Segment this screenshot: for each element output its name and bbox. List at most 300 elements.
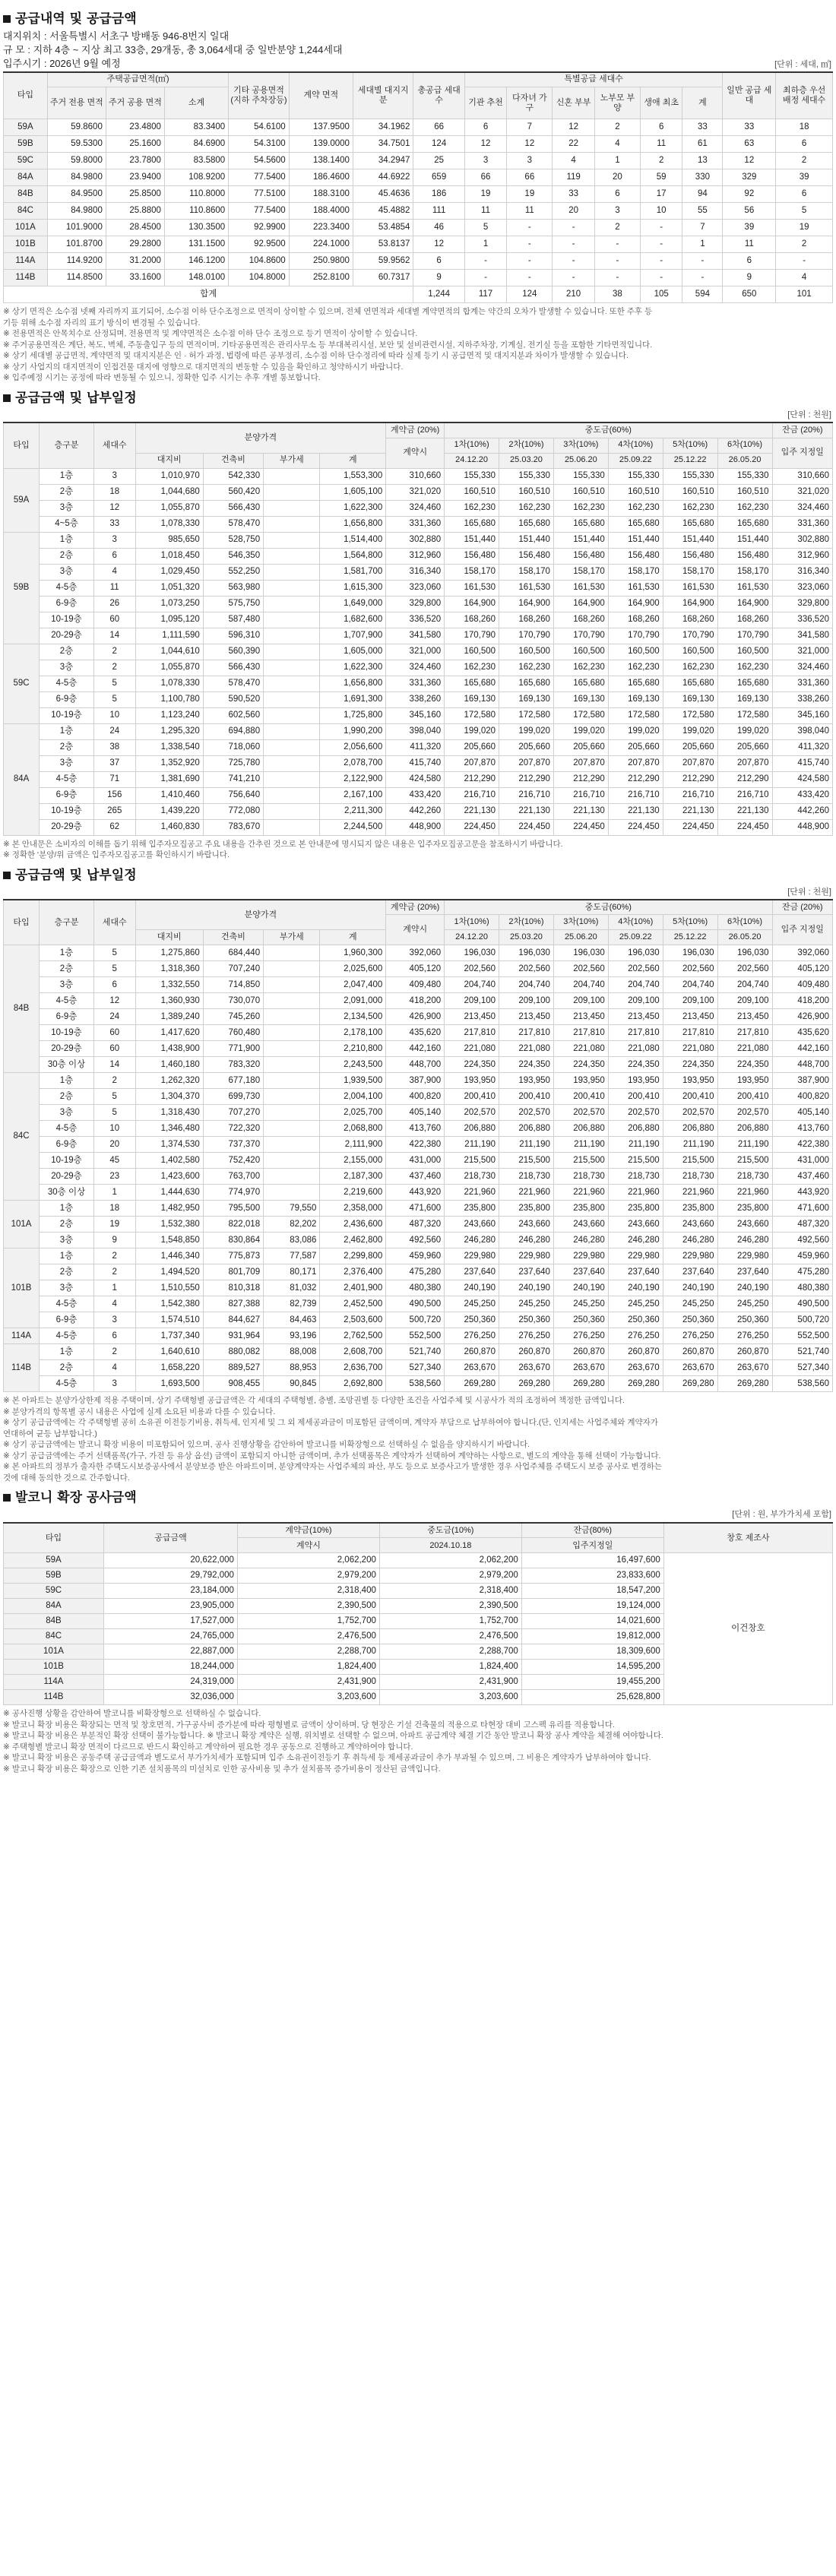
table-cell: 205,660	[553, 739, 608, 755]
table-cell: 2,047,400	[320, 977, 386, 993]
table-cell: 405,120	[772, 961, 832, 977]
col-balance: 잔금(80%)	[521, 1523, 663, 1538]
table-cell: 218,730	[717, 1169, 772, 1185]
table-cell: 2,091,000	[320, 993, 386, 1009]
table-cell: 312,960	[772, 548, 832, 564]
table-cell: 263,670	[663, 1360, 717, 1376]
table-cell: 3	[464, 153, 506, 169]
table-cell: 1,044,610	[135, 644, 203, 660]
project-info	[3, 30, 833, 71]
table-cell: 209,100	[499, 993, 554, 1009]
table-cell: 207,870	[663, 755, 717, 771]
col-middle-m4: 4차(10%)	[608, 438, 663, 453]
price-notes-2	[3, 1395, 833, 1483]
table-row	[4, 484, 833, 500]
table-cell: 336,520	[772, 612, 832, 628]
table-cell: 240,190	[445, 1280, 499, 1296]
table-cell: 202,560	[663, 961, 717, 977]
table-cell: 1,656,800	[320, 516, 386, 532]
table-cell: 23.4800	[106, 119, 164, 136]
table-cell: 12	[464, 136, 506, 153]
table-cell: 2,210,800	[320, 1041, 386, 1057]
table-cell: 2	[776, 153, 833, 169]
table-cell: 312,960	[386, 548, 445, 564]
table-cell: 2,979,200	[379, 1568, 521, 1584]
table-cell: 131.1500	[164, 236, 228, 253]
table-cell: 1	[594, 153, 640, 169]
table-cell	[264, 771, 320, 787]
col-type: 타입	[4, 900, 40, 945]
table-cell: 212,290	[553, 771, 608, 787]
table-cell: 45.4882	[353, 203, 413, 220]
table-cell: 14	[93, 1057, 135, 1073]
table-cell: 424,580	[772, 771, 832, 787]
square-bullet-icon	[3, 394, 11, 402]
table-cell: 448,900	[772, 819, 832, 835]
table-cell: 2,358,000	[320, 1201, 386, 1217]
table-cell: 165,680	[499, 516, 554, 532]
table-cell: 5	[776, 203, 833, 220]
table-cell: 221,080	[717, 1041, 772, 1057]
table-cell: 240,190	[608, 1280, 663, 1296]
table-cell: 1	[464, 236, 506, 253]
table-cell: 23.7800	[106, 153, 164, 169]
table-cell: 18	[93, 1201, 135, 1217]
table-cell: 2,025,700	[320, 1105, 386, 1121]
table-cell: 196,030	[608, 945, 663, 961]
table-cell: 492,560	[772, 1233, 832, 1248]
table-cell: 6	[93, 548, 135, 564]
table-cell: 218,730	[608, 1169, 663, 1185]
table-cell: 1,707,900	[320, 628, 386, 644]
col-middle-sub: 2024.10.18	[379, 1538, 521, 1553]
section-title-text: 발코니 확장 공사금액	[15, 1490, 137, 1506]
table-row	[4, 1280, 833, 1296]
table-cell: 162,230	[663, 500, 717, 516]
table-cell: 84,463	[264, 1312, 320, 1328]
floor-cell: 4-5층	[40, 1376, 94, 1392]
table-cell: 269,280	[445, 1376, 499, 1392]
col-building: 건축비	[203, 453, 263, 468]
table-cell: 563,980	[203, 580, 263, 596]
table-cell: 130.3500	[164, 220, 228, 236]
table-cell: 200,410	[717, 1089, 772, 1105]
table-cell: 459,960	[772, 1248, 832, 1264]
table-cell: 45	[93, 1153, 135, 1169]
table-cell: 168,260	[499, 612, 554, 628]
table-cell: 205,660	[499, 739, 554, 755]
table-cell: 221,960	[717, 1185, 772, 1201]
table-cell: 1,494,520	[135, 1264, 203, 1280]
table-cell: 204,740	[663, 977, 717, 993]
table-cell: 61	[682, 136, 723, 153]
table-cell: 392,060	[772, 945, 832, 961]
table-cell: 3,203,600	[379, 1690, 521, 1705]
col-middle-m2: 2차(10%)	[499, 438, 554, 453]
table-cell: 336,520	[386, 612, 445, 628]
table-cell: -	[594, 236, 640, 253]
table-cell: 1,658,220	[135, 1360, 203, 1376]
table-cell: 164,900	[499, 596, 554, 612]
table-cell: 392,060	[386, 945, 445, 961]
table-cell: 245,250	[445, 1296, 499, 1312]
table-cell: 216,710	[553, 787, 608, 803]
table-cell: 1,824,400	[237, 1660, 379, 1675]
table-cell	[264, 644, 320, 660]
table-cell: 229,980	[553, 1248, 608, 1264]
table-cell: 4	[93, 1296, 135, 1312]
table-cell	[264, 691, 320, 707]
table-cell: 2,476,500	[237, 1629, 379, 1644]
floor-cell: 10-19층	[40, 1153, 94, 1169]
table-cell: 426,900	[772, 1009, 832, 1025]
table-cell: 77,587	[264, 1248, 320, 1264]
table-cell: 714,850	[203, 977, 263, 993]
floor-cell: 6-9층	[40, 787, 94, 803]
table-cell: 7	[682, 220, 723, 236]
col-floor: 층구분	[40, 900, 94, 945]
table-cell: 224,350	[608, 1057, 663, 1073]
note-line: ※ 정확한 '분양/위 금액은 입주자모집공고를 확인하시기 바랍니다.	[3, 850, 230, 860]
table-cell: 59.8600	[47, 119, 106, 136]
table-cell: 160,500	[608, 644, 663, 660]
table-row	[4, 1376, 833, 1392]
note-line: 것에 대해 동의한 것으로 간주합니다.	[3, 1473, 130, 1483]
table-cell: 1,010,970	[135, 468, 203, 484]
table-cell: 3	[93, 1312, 135, 1328]
col-middle-m4: 4차(10%)	[608, 915, 663, 930]
table-cell: 213,450	[445, 1009, 499, 1025]
table-cell: 165,680	[663, 676, 717, 691]
table-cell: 162,230	[717, 500, 772, 516]
table-cell: 213,450	[553, 1009, 608, 1025]
table-cell: 448,900	[386, 819, 445, 835]
table-cell: 246,280	[717, 1233, 772, 1248]
table-cell: 209,100	[663, 993, 717, 1009]
table-cell: 400,820	[386, 1089, 445, 1105]
table-cell: 718,060	[203, 739, 263, 755]
section-title-text: 공급금액 및 납부일정	[15, 867, 137, 883]
table-cell: 2,299,800	[320, 1248, 386, 1264]
section-title-text: 공급내역 및 공급금액	[15, 11, 137, 27]
col-vat: 부가세	[264, 453, 320, 468]
floor-cell: 20-29층	[40, 628, 94, 644]
table-cell	[264, 1041, 320, 1057]
table-cell: 221,130	[553, 803, 608, 819]
table-cell: 217,810	[663, 1025, 717, 1041]
table-cell: 19	[507, 186, 553, 203]
table-row	[4, 136, 833, 153]
table-cell: 2,211,300	[320, 803, 386, 819]
table-cell: 202,560	[553, 961, 608, 977]
total-cell: 38	[594, 286, 640, 303]
table-cell: 1,051,320	[135, 580, 203, 596]
table-cell: 1,622,300	[320, 500, 386, 516]
table-cell: 263,670	[553, 1360, 608, 1376]
price-table-1	[3, 422, 833, 836]
note-line: ※ 상기 공급금액에는 각 주택형별 공히 소유권 이전등기비용, 취득세, 인지세 및 그 외 제세공과금이 미포함된 금액이며, 계약자 부담으로 납부하여야 합니다.(단, 인지세는 사업주체와 계약자가	[3, 1418, 658, 1428]
note-line: ※ 주택형별 발코니 확장 면적이 다르므로 반드시 확인하고 계약하여 필요한 경우 공동으로 진행하고 계약하여야 합니다.	[3, 1742, 413, 1752]
table-cell: 1,346,480	[135, 1121, 203, 1137]
table-cell: 199,020	[553, 723, 608, 739]
table-cell: 321,000	[386, 644, 445, 660]
table-cell: 14,021,600	[521, 1614, 663, 1629]
table-cell: 172,580	[553, 707, 608, 723]
table-cell: 33	[93, 516, 135, 532]
table-row	[4, 1073, 833, 1089]
floor-cell: 4-5층	[40, 676, 94, 691]
table-cell: 527,340	[386, 1360, 445, 1376]
type-cell: 84A	[4, 723, 40, 835]
table-row	[4, 660, 833, 676]
table-cell: 164,900	[663, 596, 717, 612]
table-row	[4, 500, 833, 516]
table-cell: 413,760	[772, 1121, 832, 1137]
table-cell: 2,062,200	[237, 1553, 379, 1568]
table-cell: 19,124,000	[521, 1599, 663, 1614]
table-cell	[264, 660, 320, 676]
table-cell: 5	[93, 676, 135, 691]
col-price: 분양가격	[135, 422, 386, 453]
col-special: 특별공급 세대수	[464, 72, 723, 87]
table-cell: 2,187,300	[320, 1169, 386, 1185]
table-cell: 2,078,700	[320, 755, 386, 771]
table-cell: 104.8600	[229, 253, 289, 270]
table-cell: 63	[723, 136, 776, 153]
table-cell: 763,700	[203, 1169, 263, 1185]
table-cell: 1,553,300	[320, 468, 386, 484]
table-cell: 221,960	[499, 1185, 554, 1201]
table-cell: 207,870	[553, 755, 608, 771]
table-cell: 165,680	[608, 676, 663, 691]
table-cell: 431,000	[386, 1153, 445, 1169]
table-cell: 209,100	[717, 993, 772, 1009]
table-cell: 3	[594, 203, 640, 220]
table-cell: 2,452,500	[320, 1296, 386, 1312]
table-cell: -	[641, 236, 682, 253]
table-cell: 202,560	[499, 961, 554, 977]
table-cell: 246,280	[608, 1233, 663, 1248]
table-cell: -	[507, 236, 553, 253]
table-cell: 448,700	[772, 1057, 832, 1073]
table-cell: 224.1000	[289, 236, 353, 253]
table-cell: 19	[93, 1217, 135, 1233]
table-row	[4, 993, 833, 1009]
table-cell: 137.9500	[289, 119, 353, 136]
table-cell: 155,330	[608, 468, 663, 484]
col-building: 건축비	[203, 930, 263, 945]
table-cell: 213,450	[717, 1009, 772, 1025]
table-cell: 11	[464, 203, 506, 220]
table-cell	[264, 819, 320, 835]
table-cell: 172,580	[445, 707, 499, 723]
table-cell: 124	[413, 136, 464, 153]
table-cell: 1,548,850	[135, 1233, 203, 1248]
table-cell	[264, 1137, 320, 1153]
table-cell	[264, 1057, 320, 1073]
table-cell: 475,280	[386, 1264, 445, 1280]
col-vat: 부가세	[264, 930, 320, 945]
type-cell: 114A	[4, 253, 48, 270]
table-cell: 11	[93, 580, 135, 596]
table-row	[4, 203, 833, 220]
floor-cell: 4-5층	[40, 1121, 94, 1137]
table-cell: 694,880	[203, 723, 263, 739]
table-cell: 168,260	[445, 612, 499, 628]
table-cell: 263,670	[717, 1360, 772, 1376]
table-cell: 2,219,600	[320, 1185, 386, 1201]
table-cell: 1,417,620	[135, 1025, 203, 1041]
table-cell: 200,410	[608, 1089, 663, 1105]
table-cell: 2,111,900	[320, 1137, 386, 1153]
table-cell: 158,170	[499, 564, 554, 580]
floor-cell: 2층	[40, 644, 94, 660]
col-date-d6: 26.05.20	[717, 453, 772, 468]
col-contract-area: 계약 면적	[289, 72, 353, 119]
table-cell: 1,360,930	[135, 993, 203, 1009]
table-cell: 168,260	[608, 612, 663, 628]
floor-cell: 10-19층	[40, 1025, 94, 1041]
table-cell: 2,288,700	[237, 1644, 379, 1660]
table-cell: 229,980	[499, 1248, 554, 1264]
table-cell: 1,960,300	[320, 945, 386, 961]
table-cell: 415,740	[386, 755, 445, 771]
table-cell: 442,160	[772, 1041, 832, 1057]
unit-label: [단위 : 천원]	[787, 410, 831, 419]
floor-cell: 6-9층	[40, 1137, 94, 1153]
table-cell: 246,280	[663, 1233, 717, 1248]
table-cell: 1,622,300	[320, 660, 386, 676]
table-cell: 1,262,320	[135, 1073, 203, 1089]
floor-cell: 1층	[40, 532, 94, 548]
table-row	[4, 723, 833, 739]
table-cell: 188.4000	[289, 203, 353, 220]
table-cell: 2,979,200	[237, 1568, 379, 1584]
type-cell: 59B	[4, 1568, 104, 1584]
table-cell: 83.5800	[164, 153, 228, 169]
table-cell: 199,020	[445, 723, 499, 739]
table-cell: 566,430	[203, 500, 263, 516]
table-cell: 2,462,800	[320, 1233, 386, 1248]
table-row	[4, 628, 833, 644]
table-cell: 53.8137	[353, 236, 413, 253]
table-cell: 209,100	[608, 993, 663, 1009]
table-cell: 32,036,000	[103, 1690, 237, 1705]
table-cell: 772,080	[203, 803, 263, 819]
table-row	[4, 755, 833, 771]
table-cell: 1,055,870	[135, 660, 203, 676]
price-notes-1	[3, 839, 833, 861]
table-cell: 442,260	[772, 803, 832, 819]
table-cell: 162,230	[553, 500, 608, 516]
table-row	[4, 1057, 833, 1073]
table-cell	[264, 1169, 320, 1185]
table-cell: 224,450	[553, 819, 608, 835]
table-cell: 1,460,830	[135, 819, 203, 835]
total-cell: 124	[507, 286, 553, 303]
col-deposit: 계약금 (20%)	[386, 422, 445, 438]
table-cell: 170,790	[553, 628, 608, 644]
table-cell: 12	[507, 136, 553, 153]
table-cell	[264, 945, 320, 961]
table-cell: 1,374,530	[135, 1137, 203, 1153]
table-cell: 39	[723, 220, 776, 236]
table-cell: 795,500	[203, 1201, 263, 1217]
square-bullet-icon	[3, 15, 11, 23]
table-cell: 66	[464, 169, 506, 186]
table-cell: 492,560	[386, 1233, 445, 1248]
table-cell: 398,040	[386, 723, 445, 739]
table-cell: 186	[413, 186, 464, 203]
table-cell: 221,960	[663, 1185, 717, 1201]
floor-cell: 6-9층	[40, 596, 94, 612]
col-maker: 창호 제조사	[663, 1523, 832, 1553]
table-cell	[264, 596, 320, 612]
floor-cell: 20-29층	[40, 819, 94, 835]
table-cell: 443,920	[386, 1185, 445, 1201]
table-cell: 161,530	[717, 580, 772, 596]
table-cell: 243,660	[499, 1217, 554, 1233]
table-cell: 756,640	[203, 787, 263, 803]
table-cell: 196,030	[717, 945, 772, 961]
table-cell: -	[507, 270, 553, 286]
table-cell: 5	[93, 945, 135, 961]
floor-cell: 1층	[40, 723, 94, 739]
floor-cell: 2층	[40, 1089, 94, 1105]
table-cell: 931,964	[203, 1328, 263, 1344]
table-cell: 20	[594, 169, 640, 186]
note-line: 기등 위해 소수점 자리의 표기 방식이 변경될 수 있습니다.	[3, 318, 201, 328]
type-cell: 59B	[4, 136, 48, 153]
note-line: ※ 공사진행 상황을 감안하여 발코니를 비확장형으로 선택하실 수 없습니다.	[3, 1709, 261, 1719]
table-cell: 1,078,330	[135, 676, 203, 691]
table-cell: 18	[93, 484, 135, 500]
table-cell: 221,130	[445, 803, 499, 819]
table-cell: 160,510	[553, 484, 608, 500]
col-date-d1: 24.12.20	[445, 453, 499, 468]
type-cell: 84B	[4, 1614, 104, 1629]
table-cell: 206,880	[717, 1121, 772, 1137]
type-cell: 59B	[4, 532, 40, 644]
table-cell: 243,660	[608, 1217, 663, 1233]
table-cell: 2	[93, 1264, 135, 1280]
note-line: ※ 전용면적은 안목치수로 산정되며, 전용면적 및 계약면적은 소수점 이하 단수 조정으로 등기 면적이 상이할 수 있습니다.	[3, 329, 418, 339]
table-cell: 224,450	[663, 819, 717, 835]
table-cell: 199,020	[663, 723, 717, 739]
table-cell: 224,450	[445, 819, 499, 835]
section-price-title-2	[3, 867, 833, 884]
table-cell: 263,670	[499, 1360, 554, 1376]
table-cell: 250,360	[445, 1312, 499, 1328]
table-cell: 216,710	[717, 787, 772, 803]
table-row	[4, 119, 833, 136]
note-line: ※ 본 아파트는 분양가상한제 적용 주택이며, 상기 주택형별 공급금액은 각 세대의 주택형별, 층별, 조망권별 등 다양한 조건을 사업주체 및 시공사가 적의 조정하여 책정한 금액입니다.	[3, 1396, 625, 1406]
table-row	[4, 1041, 833, 1057]
table-cell: 162,230	[717, 660, 772, 676]
table-cell: 1,044,680	[135, 484, 203, 500]
table-cell: -	[464, 253, 506, 270]
table-cell: 59.5300	[47, 136, 106, 153]
floor-cell: 4-5층	[40, 771, 94, 787]
note-line: ※ 발코니 확장 비용은 공동주택 공급금액과 별도로서 부가가치세가 포함되며 입주 소유권이전등기 후 취득세 등 제세공과금이 추가 부과될 수 있으며, 그 비용은 계약자가 납부하여야 합니다.	[3, 1753, 651, 1763]
table-cell: 12	[723, 153, 776, 169]
table-cell: 151,440	[717, 532, 772, 548]
table-cell: 162,230	[663, 660, 717, 676]
table-cell: 151,440	[553, 532, 608, 548]
maker-cell: 이건창호	[663, 1553, 832, 1705]
table-cell: 276,250	[608, 1328, 663, 1344]
table-cell: 221,080	[553, 1041, 608, 1057]
